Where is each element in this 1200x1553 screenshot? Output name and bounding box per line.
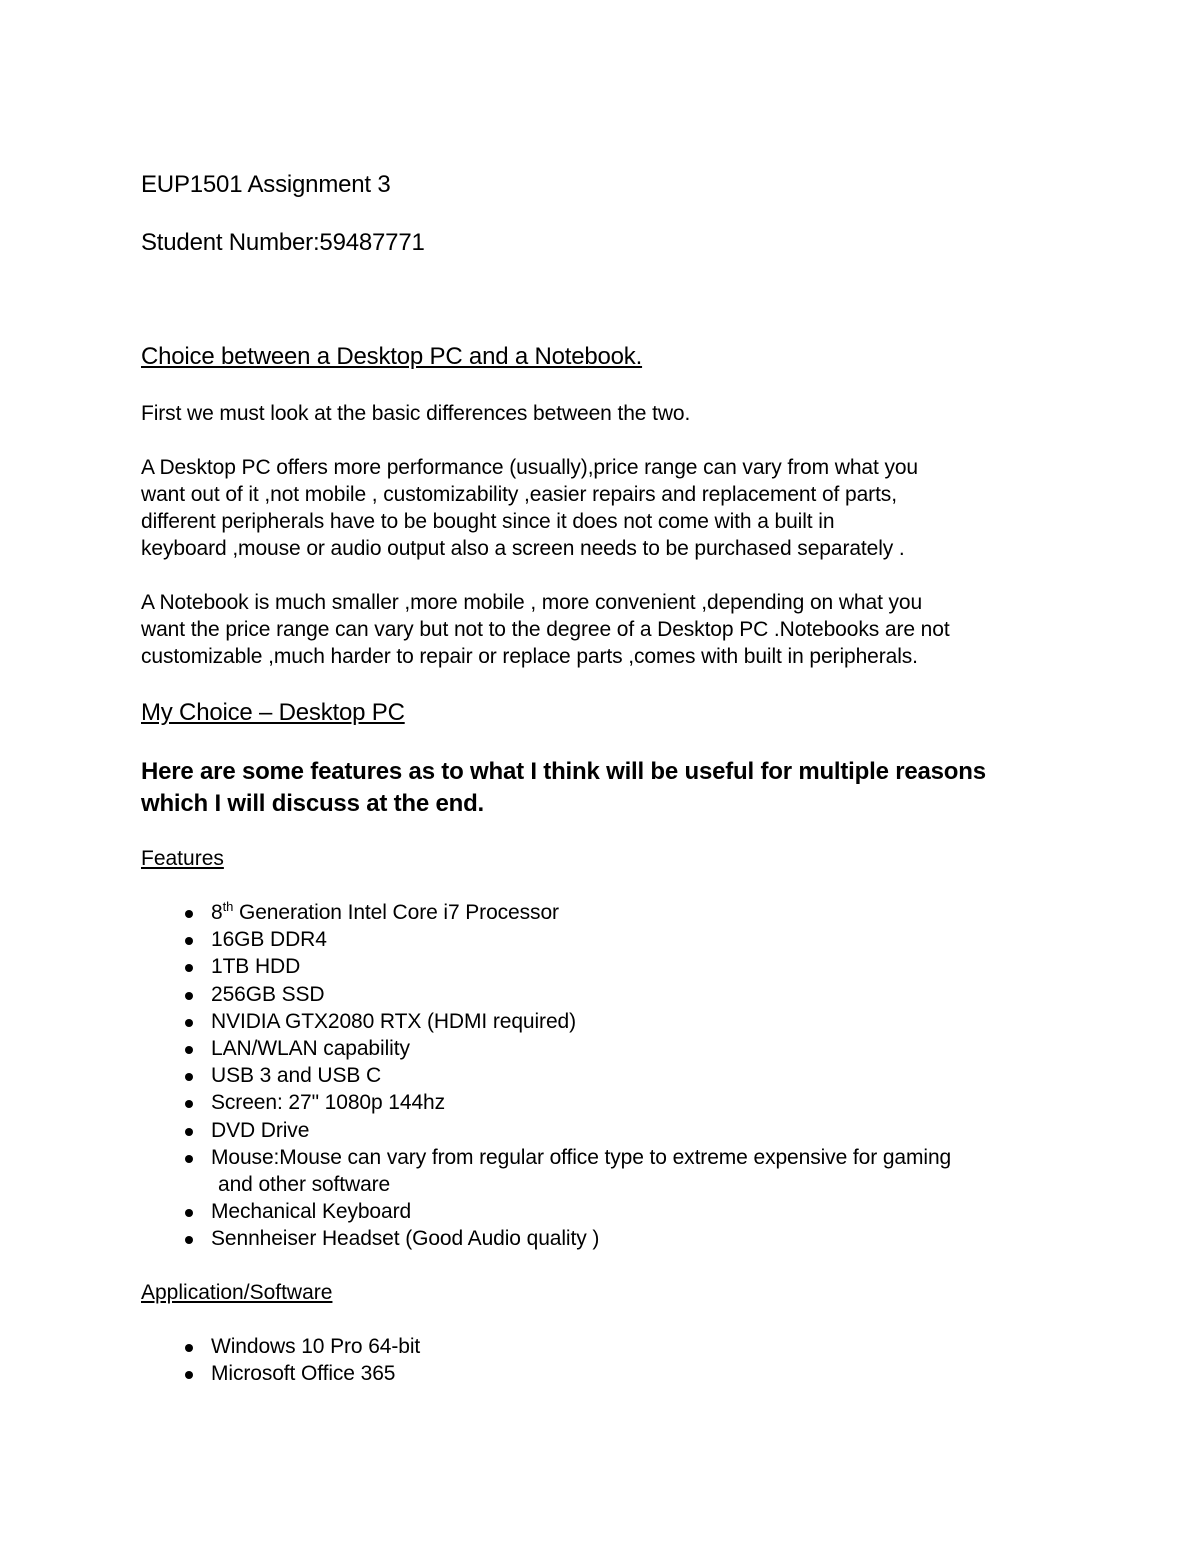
- ordinal-number: 8: [211, 901, 223, 924]
- item-text: 16GB DDR4: [211, 928, 327, 952]
- bullet-icon: [185, 964, 193, 972]
- notebook-line: want the price range can vary but not to the degree of a Desktop PC .Notebooks are not: [141, 618, 950, 641]
- bullet-icon: [185, 1236, 193, 1244]
- item-text: DVD Drive: [211, 1118, 310, 1142]
- bullet-icon: [185, 1155, 193, 1163]
- bold-line: Here are some features as to what I think will be useful for multiple reasons: [141, 758, 986, 785]
- bullet-icon: [185, 910, 193, 918]
- software-label: Application/Software: [141, 1280, 333, 1304]
- bullet-icon: [185, 1128, 193, 1136]
- list-item: [211, 1089, 1081, 1116]
- features-intro-bold: [141, 756, 1081, 820]
- bullet-icon: [185, 1019, 193, 1027]
- bullet-icon: [185, 1344, 193, 1352]
- item-text: 1TB HDD: [211, 955, 301, 979]
- list-item: [211, 926, 1081, 953]
- software-list: [141, 1333, 1081, 1387]
- list-item: [211, 1117, 1081, 1144]
- desktop-line: keyboard ,mouse or audio output also a screen needs to be purchased separately .: [141, 537, 905, 560]
- section-heading-choice: Choice between a Desktop PC and a Notebook.: [141, 343, 643, 370]
- document-page: [141, 170, 1081, 1387]
- item-text: USB 3 and USB C: [211, 1064, 382, 1088]
- bullet-icon: [185, 937, 193, 945]
- bullet-icon: [185, 992, 193, 1000]
- notebook-paragraph: [141, 589, 1081, 670]
- intro-paragraph: First we must look at the basic differences between the two.: [141, 402, 691, 425]
- bullet-icon: [185, 1046, 193, 1054]
- bullet-icon: [185, 1371, 193, 1379]
- item-text: Screen: 27" 1080p 144hz: [211, 1091, 446, 1115]
- item-text: Microsoft Office 365: [211, 1361, 396, 1385]
- bullet-icon: [185, 1100, 193, 1108]
- item-text: Sennheiser Headset (Good Audio quality ): [211, 1227, 600, 1251]
- list-item: [211, 1225, 1081, 1252]
- desktop-line: A Desktop PC offers more performance (usually),price range can vary from what you: [141, 456, 919, 479]
- list-item: [211, 899, 1081, 926]
- desktop-line: want out of it ,not mobile , customizability ,easier repairs and replacement of parts,: [141, 483, 897, 506]
- notebook-line: A Notebook is much smaller ,more mobile , more convenient ,depending on what you: [141, 591, 923, 614]
- ordinal-suffix: th: [222, 899, 234, 914]
- desktop-line: different peripherals have to be bought since it does not come with a built in: [141, 510, 835, 533]
- list-item: [211, 1333, 1081, 1360]
- document-title: EUP1501 Assignment 3: [141, 171, 391, 198]
- item-text: LAN/WLAN capability: [211, 1037, 410, 1061]
- list-item: [211, 981, 1081, 1008]
- item-text: Windows 10 Pro 64-bit: [211, 1334, 421, 1358]
- section-heading-my-choice: My Choice – Desktop PC: [141, 699, 405, 726]
- item-text-continued: and other software: [218, 1173, 391, 1197]
- list-item: [211, 953, 1081, 980]
- item-text: Mechanical Keyboard: [211, 1200, 412, 1224]
- student-number: Student Number:59487771: [141, 229, 425, 256]
- item-text: NVIDIA GTX2080 RTX (HDMI required): [211, 1009, 576, 1033]
- bold-line: which I will discuss at the end.: [141, 790, 485, 817]
- list-item: [211, 1008, 1081, 1035]
- item-text: 256GB SSD: [211, 982, 325, 1006]
- bullet-icon: [185, 1073, 193, 1081]
- features-label: Features: [141, 847, 224, 870]
- notebook-line: customizable ,much harder to repair or replace parts ,comes with built in peripherals.: [141, 645, 918, 668]
- list-item: [211, 1360, 1081, 1387]
- list-item: [211, 1035, 1081, 1062]
- item-text: Generation Intel Core i7 Processor: [233, 901, 559, 924]
- item-text: Mouse:Mouse can vary from regular office type to extreme expensive for gaming: [211, 1145, 952, 1169]
- list-item: [211, 1198, 1081, 1225]
- features-list: [141, 899, 1081, 1253]
- list-item: [211, 1062, 1081, 1089]
- list-item: [211, 1144, 1081, 1198]
- bullet-icon: [185, 1209, 193, 1217]
- desktop-paragraph: [141, 454, 1081, 562]
